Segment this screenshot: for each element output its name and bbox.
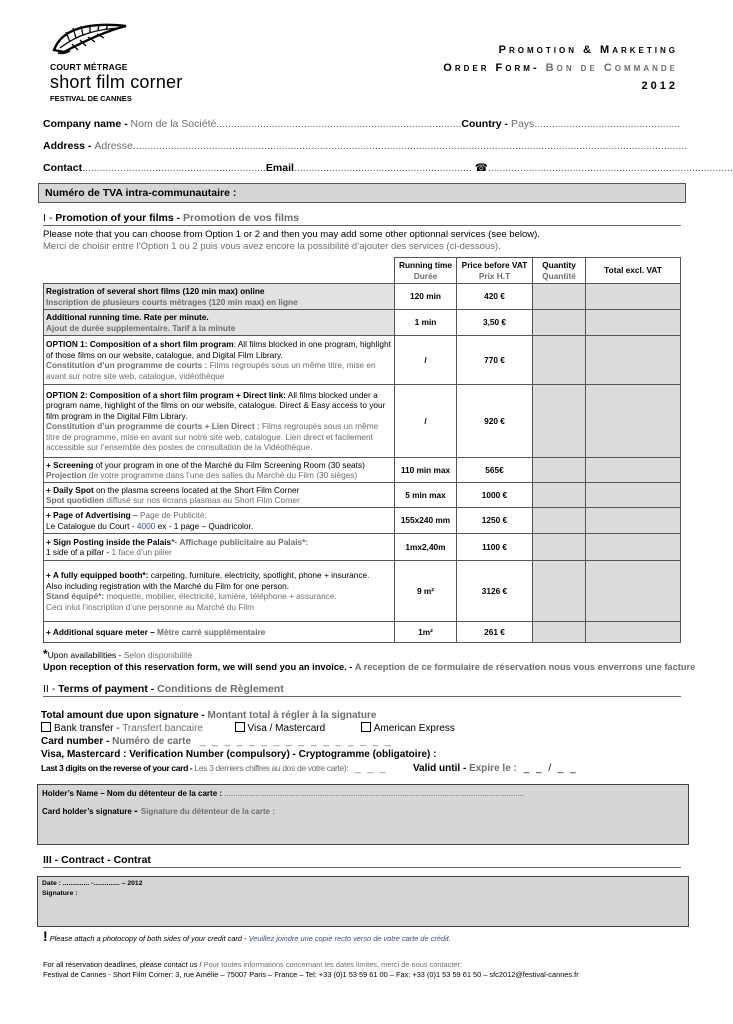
row-total-input[interactable] (586, 508, 681, 534)
last-digits-line (41, 762, 681, 775)
availability-en: Upon availabilities - (47, 650, 124, 660)
table-row (44, 622, 681, 643)
section-3-prefix: III - (43, 854, 62, 866)
row-running-time: / (395, 385, 457, 458)
row-quantity-input[interactable] (533, 622, 586, 643)
row-title-fr: Projection (46, 470, 87, 480)
row-description (44, 284, 395, 310)
row-description (44, 483, 395, 508)
email-label: Email (265, 162, 294, 174)
row-quantity-input[interactable] (533, 284, 586, 310)
row-title: + Page of Advertising (46, 510, 131, 520)
row-running-time: 9 m² (395, 561, 457, 622)
row-running-time: 1 min (395, 310, 457, 336)
address-label: Address - (43, 140, 95, 152)
table-row (44, 561, 681, 622)
table-row (44, 336, 681, 385)
row-quantity-input[interactable] (533, 310, 586, 336)
address-line (43, 140, 688, 152)
row-text-fr: 1 face d’un pilier (111, 547, 172, 557)
row-price: 420 € (457, 284, 533, 310)
row-description (44, 385, 395, 458)
row-description (44, 310, 395, 336)
email-field[interactable]: ............................................................. (293, 162, 472, 174)
row-total-input[interactable] (586, 336, 681, 385)
row-description (44, 336, 395, 385)
availability-fr: Selon disponibilité (123, 650, 193, 660)
table-row (44, 310, 681, 336)
section-1-note-en: Please note that you can choose from Option 1 or 2 and then you may add some other optionnal services (see below). (43, 229, 540, 240)
row-title: + A fully equipped booth*: (46, 570, 149, 580)
holder-name-line (42, 789, 682, 798)
row-title: OPTION 1: Composition of a short film program (46, 339, 234, 349)
row-running-time: 5 min max (395, 483, 457, 508)
header-qty-fr: Quantité (542, 270, 576, 281)
row-text: carpeting, furniture, electricity, spotlight, phone + insurance. (148, 570, 370, 580)
contact-field[interactable]: ............................................................... (82, 162, 266, 174)
row-title-fr: Constitution d’un programme de courts + Lien Direct : (46, 421, 262, 431)
section-1-note-fr: Merci de choisir entre l’Option 1 ou 2 puis vous avez encore la possibilité d’ajouter des services (ci-dessous). (43, 241, 501, 252)
row-price: 920 € (457, 385, 533, 458)
footer-deadlines-fr: Pour toutes informations concernant les dates limites, merci de nous contacter: (203, 960, 463, 969)
row-text-fr: de votre programme dans l’une des salles du Marché du Film (30 sièges) (86, 470, 358, 480)
footer-address: Festival de Cannes - Short Film Corner: 3, rue Amélie – 75007 Paris – France – Tel: +33 (0)1 53 59 61 00 – Fax: +33 (0)1 53 59 61 50 – sfc2012@festival-cannes.fr (43, 970, 579, 979)
logo-line-2: short film corner (50, 72, 183, 92)
row-text-2: 1 side of a pillar - (46, 547, 112, 557)
row-quantity-input[interactable] (533, 561, 586, 622)
row-quantity-input[interactable] (533, 458, 586, 483)
row-title-fr: Page de Publicité: (140, 510, 207, 520)
section-2-prefix: II - (43, 683, 59, 695)
card-holder-box (37, 784, 689, 845)
form-title-2 (443, 62, 678, 74)
row-title-fr: Constitution d’un programme de courts : (46, 360, 210, 370)
last-digits-label-fr: Les 3 derniers chiffres au dos de votre carte): (194, 763, 349, 773)
holder-signature-line (42, 805, 275, 817)
row-title-fr: Mètre carré supplémentaire (157, 626, 266, 637)
row-title: OPTION 2: Composition of a short film program + Direct link: (46, 389, 286, 400)
footer-line-1 (43, 960, 681, 970)
row-quantity-input[interactable] (533, 508, 586, 534)
row-running-time: / (395, 336, 457, 385)
contract-box (37, 876, 689, 927)
table-header-row (44, 258, 681, 284)
row-title-fr: Inscription de plusieurs courts métrages (120 min max) en ligne (46, 296, 298, 307)
last-digits-field[interactable]: _ _ _ (355, 763, 388, 774)
row-quantity-input[interactable] (533, 534, 586, 561)
festival-logo (50, 20, 220, 103)
header-running-en: Running time (398, 260, 452, 270)
order-table (43, 257, 681, 643)
visa-mastercard-label: Visa / Mastercard (247, 723, 326, 734)
section-3-heading (43, 854, 681, 868)
verification-label-fr: Cryptogramme (obligatoire) : (298, 749, 437, 760)
row-text-fr: diffusé sur nos écrans plasmas au Short Film Corner (104, 495, 300, 505)
row-running-time: 120 min (395, 284, 457, 310)
company-label-fr: Nom de la Société (130, 118, 217, 130)
row-text: : All films blocked in one program, highlight of those films on our website, catalogue, and Digital Film Library. (46, 339, 391, 360)
amex-label: American Express (373, 723, 455, 734)
row-title-fr: Stand équipé*: (46, 591, 107, 601)
header-quantity (533, 258, 586, 284)
table-row (44, 534, 681, 561)
phone-icon: ☎ (474, 162, 488, 174)
company-country-line (43, 118, 681, 130)
total-due-label: Total amount due upon signature - (41, 710, 208, 721)
last-digits-label: Last 3 digits on the reverse of your card - (41, 763, 195, 773)
header-price (457, 258, 533, 284)
row-price: 1100 € (457, 534, 533, 561)
country-label: Country - (461, 118, 511, 130)
header-running-time (395, 258, 457, 284)
row-text-3: ex - 1 page – Quadricolor. (155, 520, 254, 531)
table-row (44, 284, 681, 310)
row-total-input[interactable] (586, 483, 681, 508)
country-label-fr: Pays (510, 118, 535, 130)
row-description (44, 458, 395, 483)
header-qty-en: Quantity (542, 260, 576, 270)
row-text: *- (171, 536, 180, 547)
section-1-heading (43, 212, 681, 226)
header-price-fr: Prix H.T (478, 270, 511, 281)
row-copies: 4000 (136, 520, 156, 531)
row-title: Additional running time. Rate per minute. (46, 312, 209, 322)
header-running-fr: Durée (413, 270, 438, 281)
row-total-input[interactable] (586, 284, 681, 310)
row-title-fr: Affichage publicitaire au Palais*: (179, 536, 309, 547)
valid-until-label-fr: Expire le : (469, 763, 517, 774)
card-number-field[interactable]: _ _ _ _ _ _ _ _ _ _ _ _ _ _ _ _ (199, 736, 393, 747)
form-title-fr: Bon de Commande (539, 62, 678, 74)
row-running-time: 1m² (395, 622, 457, 643)
section-2-title: Terms of payment - (58, 683, 158, 695)
payment-methods (41, 722, 681, 735)
row-title: + Screening (46, 459, 94, 470)
logo-line-1: COURT MÉTRAGE (50, 62, 128, 72)
row-title: + Additional square meter – (46, 626, 158, 637)
row-running-time: 155x240 mm (395, 508, 457, 534)
attach-fr: Veuillez joindre une copie recto verso de votre carte de crédit. (248, 934, 451, 943)
row-title-fr: Spot quotidien (46, 495, 105, 505)
row-text-fr: Films regroupés sous un même titre, mise en avant sur notre site web, catalogue, vidéothèque (46, 360, 376, 381)
row-total-input[interactable] (586, 534, 681, 561)
row-total-input[interactable] (586, 622, 681, 643)
row-text-2: Le Catalogue du Court - (46, 520, 137, 531)
row-total-input[interactable] (586, 310, 681, 336)
vat-number-field[interactable]: Numéro de TVA intra-communautaire : (38, 183, 686, 203)
visa-mastercard-checkbox[interactable] (235, 722, 245, 732)
total-due-line (41, 709, 681, 722)
contact-line (43, 162, 733, 174)
card-number-label: Card number - (41, 736, 113, 747)
row-total-input[interactable] (586, 385, 681, 458)
row-price: 261 € (457, 622, 533, 643)
row-price: 1250 € (457, 508, 533, 534)
row-price: 770 € (457, 336, 533, 385)
row-description (44, 561, 395, 622)
country-field[interactable]: .................................................. (534, 118, 681, 130)
attach-mark: ! (43, 928, 48, 944)
row-quantity-input[interactable] (533, 385, 586, 458)
bank-transfer-label-fr: Transfert bancaire (122, 723, 203, 734)
holder-signature-dash: - (134, 805, 141, 817)
holder-signature-label: Card holder’s signature (42, 807, 135, 816)
row-text: on the plasma screens located at the Short Film Corner (93, 484, 300, 495)
valid-until-label: Valid until - (412, 763, 470, 774)
table-row (44, 458, 681, 483)
bank-transfer-checkbox[interactable] (41, 722, 51, 732)
holder-name-label: Holder’s Name – Nom du détenteur de la carte : (42, 789, 225, 798)
verification-label: Visa, Mastercard : Verification Number (compulsory) - (41, 749, 299, 760)
contact-label: Contact (43, 162, 83, 174)
row-text-2: Also including registration with the Marché du Film for one person. (46, 580, 290, 591)
form-year: 2012 (641, 80, 678, 92)
row-description (44, 508, 395, 534)
phone-field[interactable]: .................................................................................... (487, 162, 733, 174)
company-label: Company name - (43, 118, 131, 130)
invoice-en: Upon reception of this reservation form, we will send you an invoice. - (43, 662, 355, 672)
address-field[interactable]: .............................................................................................................................................................................................. (132, 140, 688, 152)
attach-note (43, 930, 681, 945)
row-text-fr: Films regroupés sous un même titre de programme, mise en avant sur notre site web, catalogue. Lien direct et facilement accessible sur l’ensemble des postes de consultation de la Vidéothèque. (46, 421, 379, 452)
bank-transfer-label: Bank transfer - (54, 723, 123, 734)
form-title-en: Order Form- (443, 62, 540, 74)
row-title: + Daily Spot (46, 484, 94, 495)
row-text: All films blocked under a program name, highlight of the films on our website, catalogue. Direct & Easy access to your film program in the Digital Film Library. (46, 389, 386, 421)
row-title-fr: Ajout de durée supplementaire. Tarif à la minute (46, 322, 236, 333)
total-due-label-fr: Montant total à régler à la signature (207, 710, 377, 721)
valid-until-field[interactable]: _ _ / _ _ (523, 763, 578, 774)
row-price: 1000 € (457, 483, 533, 508)
row-title: + Sign Posting inside the Palais (46, 536, 172, 547)
palm-leaf-icon (50, 20, 130, 56)
header-blank (44, 258, 395, 284)
row-text: – (130, 510, 140, 520)
table-row (44, 385, 681, 458)
row-price: 3126 € (457, 561, 533, 622)
amex-checkbox[interactable] (361, 722, 371, 732)
table-row (44, 483, 681, 508)
row-total-input[interactable] (586, 561, 681, 622)
row-description (44, 622, 395, 643)
row-description (44, 534, 395, 561)
verification-line (41, 748, 681, 761)
form-title-1: Promotion & Marketing (498, 44, 678, 56)
row-running-time: 110 min max (395, 458, 457, 483)
header-price-en: Price before VAT (461, 260, 528, 270)
row-text: of your program in one of the Marché du Film Screening Room (30 seats) (93, 459, 365, 470)
holder-name-field[interactable]: ....................................................................................................................................... (224, 789, 525, 798)
row-price: 3,50 € (457, 310, 533, 336)
row-text-fr-2: Ceci inlut l’inscription d’une personne au Marché du Film (46, 601, 254, 612)
row-quantity-input[interactable] (533, 483, 586, 508)
invoice-fr: A reception de ce formulaire de réservation nous vous enverrons une facture (354, 662, 696, 672)
row-total-input[interactable] (586, 458, 681, 483)
card-number-line (41, 735, 681, 748)
section-1-title: Promotion of your films - (55, 212, 183, 224)
section-2-title-fr: Conditions de Règlement (157, 683, 284, 695)
card-number-label-fr: Numéro de carte (112, 736, 192, 747)
attach-en: Please attach a photocopy of both sides of your credit card - (47, 934, 249, 943)
row-quantity-input[interactable] (533, 336, 586, 385)
invoice-note (43, 661, 696, 673)
footer-deadlines-en: For all réservation deadlines, please contact us / (43, 960, 204, 969)
contract-signature-label: Signature : (42, 890, 78, 897)
section-3-title: Contract - Contrat (61, 854, 151, 866)
row-title: Registration of several short films (120 min max) online (46, 286, 265, 296)
holder-signature-label-fr: Signature du détenteur de la carte : (140, 807, 276, 816)
availability-star: * (43, 647, 48, 661)
table-row (44, 508, 681, 534)
company-field[interactable]: .................................................................................... (216, 118, 462, 130)
row-text-fr: moquette, mobilier, électricité, lumière, téléphone + assurance. (106, 591, 337, 601)
availability-note (43, 648, 681, 661)
section-1-prefix: I - (43, 212, 56, 224)
contract-date-field[interactable]: Date : .............. -.............. – 2012 (42, 880, 143, 887)
row-price: 565€ (457, 458, 533, 483)
address-label-fr: Adresse (94, 140, 133, 152)
section-2-heading (43, 683, 681, 697)
section-1-title-fr: Promotion de vos films (183, 212, 300, 224)
logo-line-3: FESTIVAL DE CANNES (50, 94, 132, 103)
row-running-time: 1mx2,40m (395, 534, 457, 561)
header-total: Total excl. VAT (586, 258, 681, 284)
